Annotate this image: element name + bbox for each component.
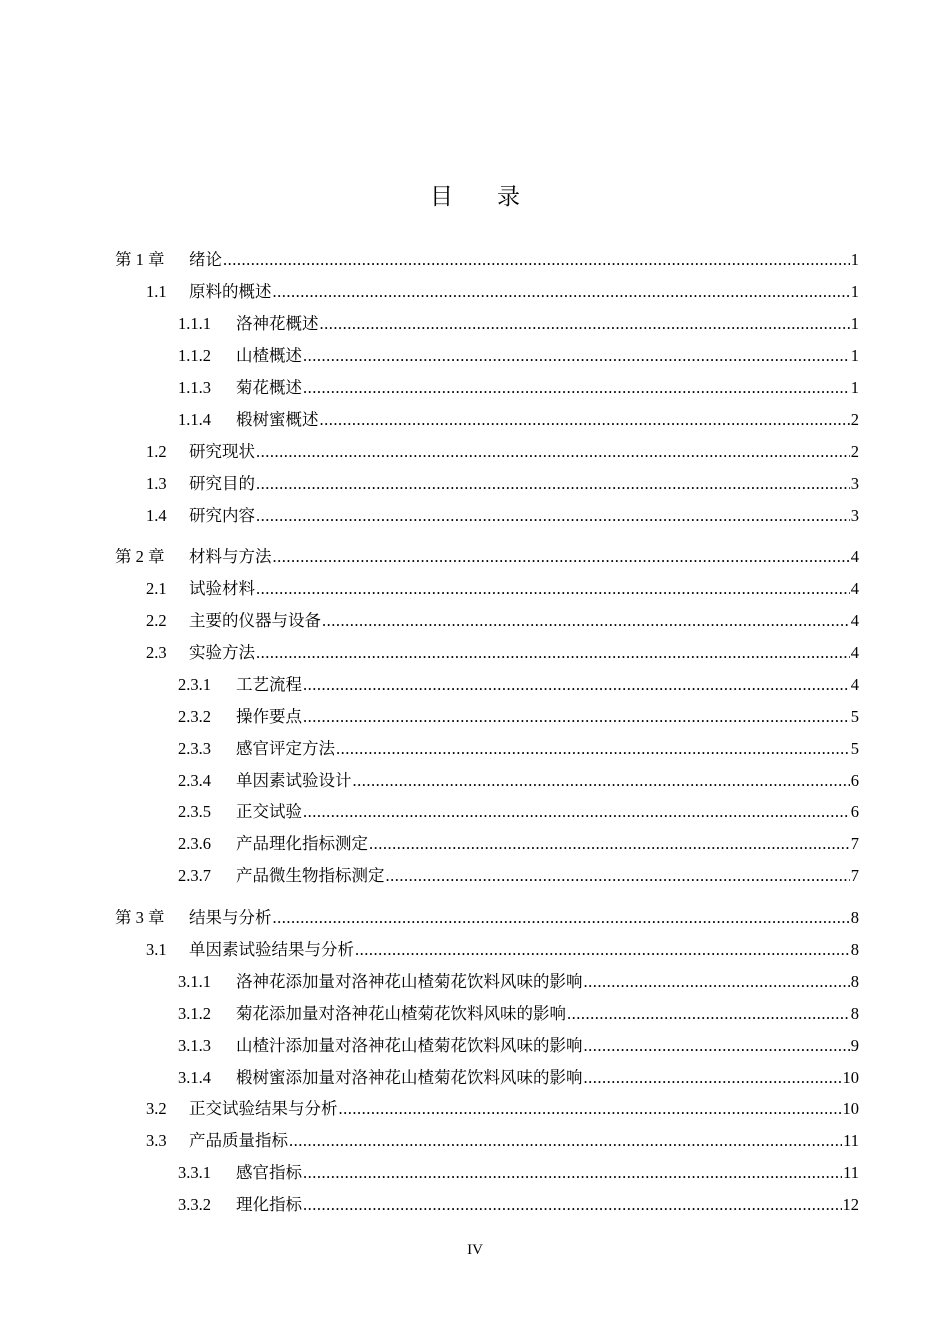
dot-leader xyxy=(567,1002,850,1026)
dot-leader xyxy=(355,938,850,962)
toc-entry-label: 主要的仪器与设备 xyxy=(189,611,321,630)
toc-entry-label: 感官评定方法 xyxy=(236,739,335,758)
toc-entry-number: 1.1.4 xyxy=(178,410,211,429)
toc-entry-page: 2 xyxy=(850,410,859,429)
toc-entry[interactable] xyxy=(0,312,950,336)
dot-leader xyxy=(256,577,850,601)
dot-leader xyxy=(303,344,850,368)
toc-entry-label: 椴树蜜概述 xyxy=(236,410,319,429)
toc-entry[interactable] xyxy=(0,408,950,432)
toc-entry-page: 4 xyxy=(850,547,859,566)
toc-entry-label: 工艺流程 xyxy=(236,675,302,694)
toc-entry-page: 12 xyxy=(842,1195,859,1214)
toc-entry-page: 8 xyxy=(850,1004,859,1023)
toc-entry-page: 1 xyxy=(850,250,859,269)
toc-entry-label: 材料与方法 xyxy=(189,547,272,566)
toc-entry[interactable] xyxy=(0,472,950,496)
toc-entry-label: 产品理化指标测定 xyxy=(236,834,368,853)
toc-entry-number: 3.1.1 xyxy=(178,972,211,991)
dot-leader xyxy=(256,472,850,496)
toc-entry-number: 2.3 xyxy=(146,643,167,662)
toc-entry-page: 5 xyxy=(850,707,859,726)
toc-entry-label: 正交试验 xyxy=(236,802,302,821)
toc-entry-label: 单因素试验设计 xyxy=(236,771,352,790)
toc-entry-number: 第 3 章 xyxy=(115,908,165,927)
toc-entry[interactable] xyxy=(0,1193,950,1217)
dot-leader xyxy=(386,864,850,888)
toc-entry[interactable] xyxy=(0,376,950,400)
toc-entry[interactable] xyxy=(0,673,950,697)
toc-entry-number: 3.1.3 xyxy=(178,1036,211,1055)
toc-entry-number: 2.3.3 xyxy=(178,739,211,758)
toc-entry-number: 2.3.6 xyxy=(178,834,211,853)
toc-entry-number: 1.3 xyxy=(146,474,167,493)
toc-entry[interactable] xyxy=(0,769,950,793)
toc-entry[interactable] xyxy=(0,938,950,962)
toc-entry-number: 2.3.1 xyxy=(178,675,211,694)
toc-entry-number: 1.2 xyxy=(146,442,167,461)
toc-chapter-entry[interactable] xyxy=(0,906,950,930)
toc-entry-number: 3.1.4 xyxy=(178,1068,211,1087)
toc-entry-label: 感官指标 xyxy=(236,1163,302,1182)
toc-entry-label: 椴树蜜添加量对洛神花山楂菊花饮料风味的影响 xyxy=(236,1068,583,1087)
toc-entry[interactable] xyxy=(0,440,950,464)
toc-entry[interactable] xyxy=(0,504,950,528)
toc-entry-number: 1.1.1 xyxy=(178,314,211,333)
toc-entry-label: 研究现状 xyxy=(189,442,255,461)
toc-entry-number: 2.3.7 xyxy=(178,866,211,885)
dot-leader xyxy=(584,1034,850,1058)
dot-leader xyxy=(289,1129,842,1153)
dot-leader xyxy=(584,970,850,994)
toc-entry-number: 3.3.1 xyxy=(178,1163,211,1182)
dot-leader xyxy=(223,248,850,272)
toc-entry-label: 试验材料 xyxy=(189,579,255,598)
dot-leader xyxy=(256,641,850,665)
toc-entry-page: 3 xyxy=(850,506,859,525)
toc-entry-page: 10 xyxy=(842,1099,859,1118)
toc-entry-page: 4 xyxy=(850,643,859,662)
toc-entry-label: 研究目的 xyxy=(189,474,255,493)
toc-entry-page: 6 xyxy=(850,771,859,790)
toc-entry-number: 1.4 xyxy=(146,506,167,525)
toc-entry-number: 3.2 xyxy=(146,1099,167,1118)
toc-entry-label: 菊花添加量对洛神花山楂菊花饮料风味的影响 xyxy=(236,1004,566,1023)
page-title xyxy=(0,178,950,211)
toc-entry-number: 3.3 xyxy=(146,1131,167,1150)
toc-entry[interactable] xyxy=(0,705,950,729)
toc-entry-page: 11 xyxy=(843,1163,859,1182)
toc-entry[interactable] xyxy=(0,1161,950,1185)
toc-entry[interactable] xyxy=(0,344,950,368)
toc-entry-page: 1 xyxy=(850,282,859,301)
toc-entry-page: 4 xyxy=(850,611,859,630)
toc-entry-page: 4 xyxy=(850,579,859,598)
toc-entry[interactable] xyxy=(0,280,950,304)
toc-entry-page: 2 xyxy=(850,442,859,461)
title-char-2: 录 xyxy=(497,184,520,209)
dot-leader xyxy=(273,906,850,930)
dot-leader xyxy=(369,832,850,856)
toc-entry-number: 1.1 xyxy=(146,282,167,301)
toc-entry[interactable] xyxy=(0,1002,950,1026)
dot-leader xyxy=(353,769,850,793)
toc-entry-page: 8 xyxy=(850,972,859,991)
toc-entry-number: 3.1.2 xyxy=(178,1004,211,1023)
dot-leader xyxy=(256,504,850,528)
toc-entry-number: 2.3.4 xyxy=(178,771,211,790)
toc-entry-label: 洛神花概述 xyxy=(236,314,319,333)
toc-entry-number: 2.3.5 xyxy=(178,802,211,821)
toc-entry[interactable] xyxy=(0,800,950,824)
toc-entry-page: 10 xyxy=(842,1068,859,1087)
toc-entry-page: 1 xyxy=(850,346,859,365)
dot-leader xyxy=(303,800,850,824)
dot-leader xyxy=(320,312,850,336)
dot-leader xyxy=(303,705,850,729)
toc-entry-label: 山楂汁添加量对洛神花山楂菊花饮料风味的影响 xyxy=(236,1036,583,1055)
toc-chapter-entry[interactable] xyxy=(0,248,950,272)
toc-entry-page: 8 xyxy=(850,908,859,927)
toc-entry-number: 1.1.2 xyxy=(178,346,211,365)
title-char-1: 目 xyxy=(430,184,453,209)
toc-entry-number: 3.3.2 xyxy=(178,1195,211,1214)
dot-leader xyxy=(256,440,850,464)
toc-entry-label: 绪论 xyxy=(189,250,222,269)
toc-entry-page: 3 xyxy=(850,474,859,493)
toc-entry[interactable] xyxy=(0,1097,950,1121)
toc-entry-page: 1 xyxy=(850,314,859,333)
page-number: IV xyxy=(467,1242,483,1258)
dot-leader xyxy=(320,408,850,432)
toc-entry-page: 7 xyxy=(850,834,859,853)
toc-entry-label: 正交试验结果与分析 xyxy=(189,1099,338,1118)
dot-leader xyxy=(339,1097,842,1121)
toc-entry-number: 2.3.2 xyxy=(178,707,211,726)
toc-entry-label: 实验方法 xyxy=(189,643,255,662)
dot-leader xyxy=(273,280,850,304)
toc-entry[interactable] xyxy=(0,737,950,761)
toc-entry[interactable] xyxy=(0,1034,950,1058)
toc-entry[interactable] xyxy=(0,970,950,994)
toc-entry[interactable] xyxy=(0,1066,950,1090)
toc-entry-number: 1.1.3 xyxy=(178,378,211,397)
toc-entry-number: 第 2 章 xyxy=(115,547,165,566)
dot-leader xyxy=(273,545,850,569)
toc-entry-page: 9 xyxy=(850,1036,859,1055)
toc-entry[interactable] xyxy=(0,577,950,601)
dot-leader xyxy=(303,1193,842,1217)
toc-entry-label: 产品微生物指标测定 xyxy=(236,866,385,885)
toc-entry-label: 产品质量指标 xyxy=(189,1131,288,1150)
dot-leader xyxy=(303,376,850,400)
toc-entry-page: 4 xyxy=(850,675,859,694)
dot-leader xyxy=(336,737,850,761)
toc-entry-number: 3.1 xyxy=(146,940,167,959)
dot-leader xyxy=(303,673,850,697)
toc-entry-label: 研究内容 xyxy=(189,506,255,525)
toc-entry[interactable] xyxy=(0,641,950,665)
toc-entry-label: 操作要点 xyxy=(236,707,302,726)
toc-entry-label: 结果与分析 xyxy=(189,908,272,927)
toc-entry-page: 5 xyxy=(850,739,859,758)
toc-entry-label: 菊花概述 xyxy=(236,378,302,397)
dot-leader xyxy=(322,609,850,633)
toc-entry-label: 单因素试验结果与分析 xyxy=(189,940,354,959)
dot-leader xyxy=(584,1066,842,1090)
toc-entry-number: 2.1 xyxy=(146,579,167,598)
toc-entry-page: 11 xyxy=(843,1131,859,1150)
toc-entry[interactable] xyxy=(0,832,950,856)
dot-leader xyxy=(303,1161,842,1185)
toc-entry-label: 洛神花添加量对洛神花山楂菊花饮料风味的影响 xyxy=(236,972,583,991)
toc-entry[interactable] xyxy=(0,1129,950,1153)
toc-entry-page: 8 xyxy=(850,940,859,959)
toc-entry-label: 山楂概述 xyxy=(236,346,302,365)
toc-entry[interactable] xyxy=(0,609,950,633)
toc-entry-number: 2.2 xyxy=(146,611,167,630)
toc-chapter-entry[interactable] xyxy=(0,545,950,569)
toc-entry-number: 第 1 章 xyxy=(115,250,165,269)
toc-entry-page: 6 xyxy=(850,802,859,821)
toc-entry-label: 原料的概述 xyxy=(189,282,272,301)
toc-entry-label: 理化指标 xyxy=(236,1195,302,1214)
toc-entry-page: 7 xyxy=(850,866,859,885)
toc-entry-page: 1 xyxy=(850,378,859,397)
toc-entry[interactable] xyxy=(0,864,950,888)
